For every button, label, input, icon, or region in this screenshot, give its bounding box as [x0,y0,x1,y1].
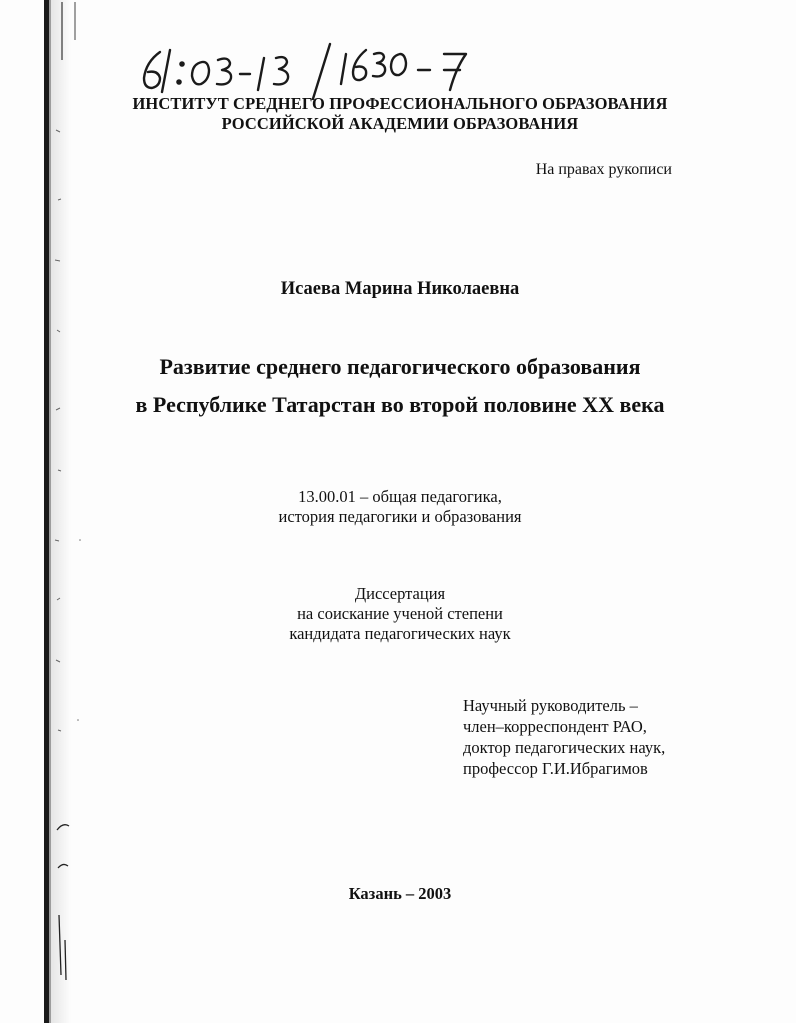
title-line-2: в Республике Татарстан во второй половине XX века [135,392,665,417]
handwritten-code [130,40,490,100]
rights-note: На правах рукописи [535,161,672,178]
supervisor-line-3: доктор педагогических наук, [463,738,666,757]
dissertation-line-2: на соискание ученой степени [297,604,503,623]
specialty-line-2: история педагогики и образования [278,507,522,526]
institute-line-2: РОССИЙСКОЙ АКАДЕМИИ ОБРАЗОВАНИЯ [221,114,579,133]
supervisor-block [463,695,665,779]
institute-header [60,94,740,134]
specialty-code [60,487,740,527]
author-name: Исаева Марина Николаевна [280,279,520,299]
supervisor-line-4: профессор Г.И.Ибрагимов [463,759,648,778]
specialty-line-1: 13.00.01 – общая педагогика, [298,487,502,506]
dissertation-title [60,348,740,424]
dissertation-type [60,584,740,644]
institute-line-1: ИНСТИТУТ СРЕДНЕГО ПРОФЕССИОНАЛЬНОГО ОБРАЗОВАНИЯ [132,94,668,113]
dissertation-line-3: кандидата педагогических наук [289,624,511,643]
city-year: Казань – 2003 [348,884,452,903]
supervisor-line-2: член–корреспондент РАО, [463,717,647,736]
supervisor-line-1: Научный руководитель – [463,696,638,715]
dissertation-line-1: Диссертация [354,584,446,603]
title-line-1: Развитие среднего педагогического образования [159,354,641,379]
